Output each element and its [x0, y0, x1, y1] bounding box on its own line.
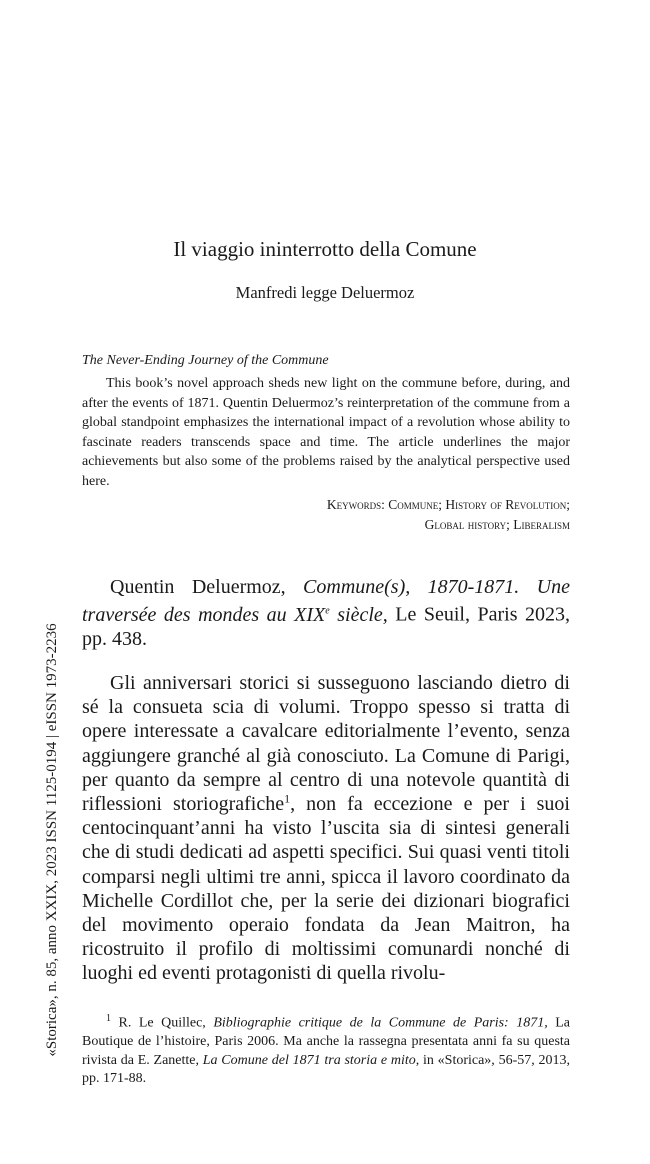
article-author: Manfredi legge Deluermoz [235, 283, 415, 302]
abstract-title: The Never-Ending Journey of the Commune [82, 353, 329, 368]
keywords-line-1: Keywords: Commune; History of Revolution; [326, 497, 570, 512]
reference-title: Commune(s), 1870-1871. Une traversée des mondes au XIXe siècle, [82, 576, 570, 626]
footnote-text: $^1$ R. Le Quillec, Bibliographie critique de la Commune de Paris: 1871, La Boutique de l’histoire, Paris 2006. Ma anche la rassegna presentata anni fa su questa rivista da E. Zanette, La Comune del 1871 tra storia e mito, in «Storica», 56-57, 2013, pp. 171-88. [82, 1013, 570, 1087]
journal-info: «Storica», n. 85, anno XXIX, 2023 ISSN 1125-0194 | eISSN 1973-2236 [44, 623, 60, 1057]
book-reference-text [82, 575, 570, 651]
footnote-reference[interactable]: 1 [284, 791, 291, 806]
journal-sidebar [40, 600, 64, 1080]
abstract-text: This book’s novel approach sheds new light on the commune before, during, and after the events of 1871. Quentin Deluermoz’s reinterpretation of the commune from a global standpoint emphasizes the international impact of a revolution whose ability to fascinate readers transcends space and time. The article underlines the major achievements but also some of the problems raised by the analytical perspective used here. [82, 376, 570, 489]
article-title: Il viaggio ininterrotto della Comune [173, 237, 477, 261]
reference-publication: Le Seuil, Paris 2023, pp. 438. [82, 603, 570, 651]
body-text: Gli anniversari storici si susseguono lasciando dietro di sé la consueta scia di volumi. Troppo spesso si tratta di opere interessate a cavalcare editorialmente l’evento, senza aggiungere granché al già conosciuto. La Comune di Parigi, per quanto da sempre al centro di una notevole quantità di riflessioni storiografiche$^1$, non fa eccezione e per i suoi centocinquant’anni ha visto l’uscita sia di sintesi generali che di studi dedicati ad aspetti specifici. Sui quasi venti titoli comparsi negli ultimi tre anni, spicca il lavoro coordinato da Michelle Cordillot che, per la serie dei dizionari biografici del movimento operaio fondata da Jean Maitron, ha ricostruito il profilo di moltissimi comunardi nonché di luoghi ed eventi protagonisti di quella rivolu- [82, 672, 570, 985]
reference-author: Quentin Deluermoz, [110, 576, 304, 598]
footnote [82, 1010, 570, 1089]
book-reference [82, 575, 570, 651]
body-paragraph [82, 671, 570, 986]
keywords [327, 495, 570, 535]
keywords-line-2: Global history; Liberalism [424, 517, 570, 532]
abstract [82, 374, 570, 491]
footnote-mark: 1 [106, 1013, 111, 1024]
